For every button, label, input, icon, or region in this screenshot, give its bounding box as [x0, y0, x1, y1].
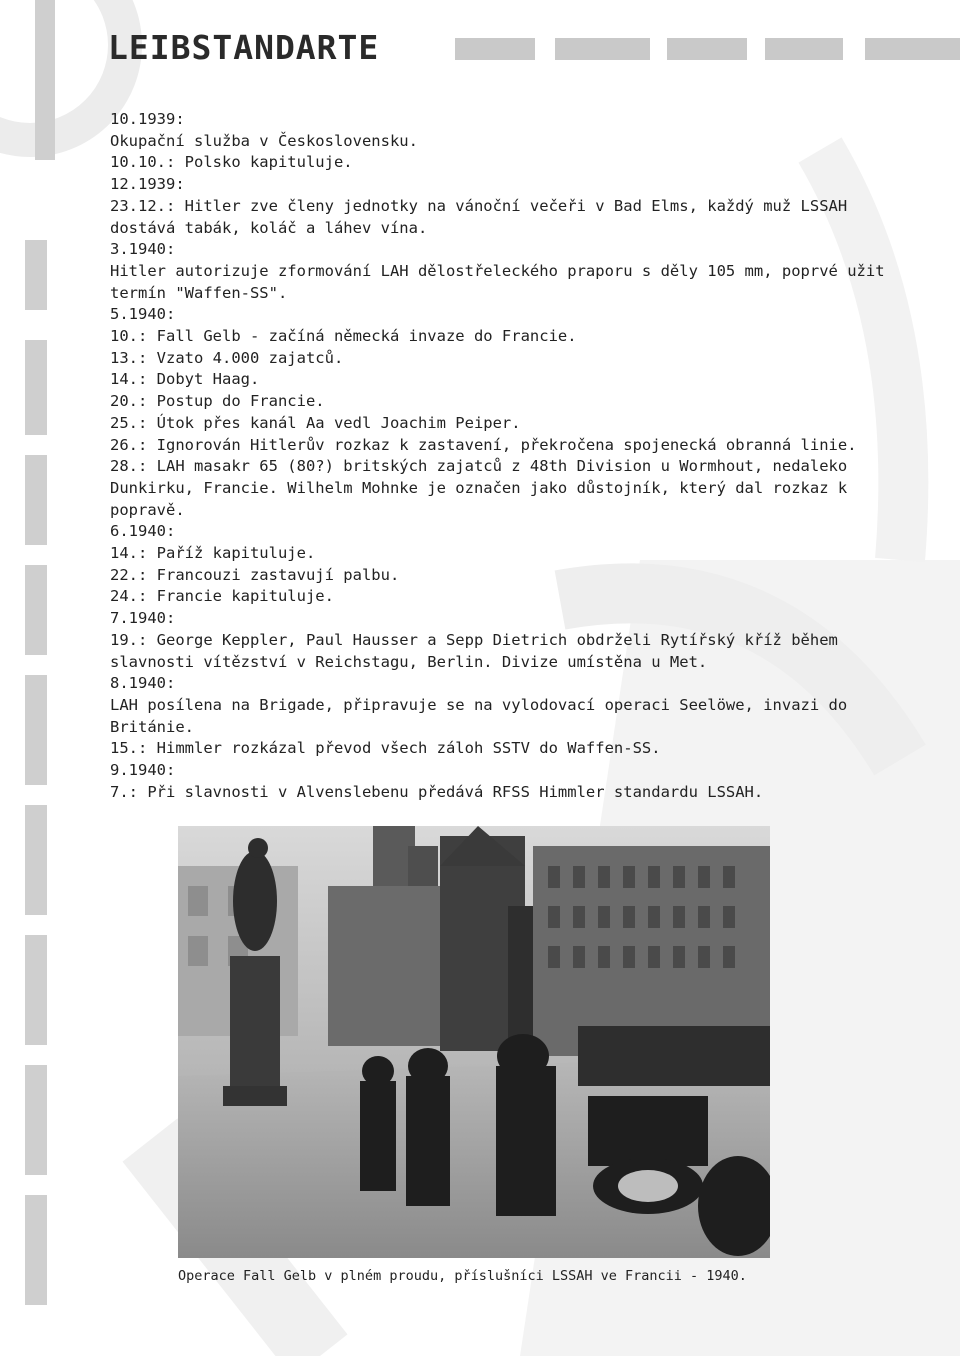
header-bar-5: [865, 38, 960, 60]
timeline-line: 3.1940:: [110, 240, 176, 259]
timeline-line: Hitler autorizuje zformování LAH dělostřeleckého praporu s děly 105 mm, poprvé užit termín "Waffen-SS".: [110, 261, 894, 302]
timeline-line: 5.1940:: [110, 305, 176, 324]
side-bar: [25, 675, 47, 785]
timeline-line: 10.10.: Polsko kapituluje.: [110, 153, 353, 172]
timeline-line: 14.: Dobyt Haag.: [110, 370, 260, 389]
timeline-line: LAH posílena na Brigade, připravuje se na vylodovací operaci Seelöwe, invazi do Británie.: [110, 695, 857, 736]
photo-illustration: [178, 826, 770, 1258]
side-bar: [25, 565, 47, 655]
side-bar: [25, 455, 47, 545]
timeline-line: 8.1940:: [110, 674, 176, 693]
side-bar: [25, 1195, 47, 1305]
timeline-line: 26.: Ignorován Hitlerův rozkaz k zastavení, překročena spojenecká obranná linie.: [110, 435, 857, 454]
timeline-line: 10.1939:: [110, 110, 185, 128]
timeline-line: 7.1940:: [110, 609, 176, 628]
timeline-line: 9.1940:: [110, 761, 176, 780]
timeline-line: 15.: Himmler rozkázal převod všech záloh SSTV do Waffen-SS.: [110, 739, 661, 758]
page-title: LEIBSTANDARTE: [108, 28, 380, 67]
side-bar: [25, 935, 47, 1045]
timeline-line: 22.: Francouzi zastavují palbu.: [110, 565, 400, 584]
header-bar-3: [667, 38, 747, 60]
timeline-line: 25.: Útok přes kanál Aa vedl Joachim Peiper.: [110, 413, 521, 432]
side-bar: [25, 240, 47, 310]
header-bar-2: [555, 38, 650, 60]
side-bar: [25, 1065, 47, 1175]
timeline-line: 14.: Paříž kapituluje.: [110, 544, 316, 563]
side-bar: [25, 340, 47, 435]
photo-caption: Operace Fall Gelb v plném proudu, příslušníci LSSAH ve Francii - 1940.: [178, 1268, 747, 1284]
timeline-text: [110, 109, 910, 804]
side-bar: [25, 805, 47, 915]
timeline-line: 23.12.: Hitler zve členy jednotky na vánoční večeři v Bad Elms, každý muž LSSAH dostává tabák, koláč a láhev vína.: [110, 196, 857, 237]
timeline-line: Okupační služba v Československu.: [110, 131, 418, 150]
timeline-line: 28.: LAH masakr 65 (80?) britských zajatců z 48th Division u Wormhout, nedaleko Dunkirku, Francie. Wilhelm Mohnke je označen jako důstojník, který dal rozkaz k popravě.: [110, 457, 857, 519]
timeline-line: 7.: Při slavnosti v Alvenslebenu předává RFSS Himmler standardu LSSAH.: [110, 782, 764, 801]
timeline-line: 24.: Francie kapituluje.: [110, 587, 334, 606]
timeline-line: 10.: Fall Gelb - začíná německá invaze do Francie.: [110, 327, 577, 346]
timeline-line: 13.: Vzato 4.000 zajatců.: [110, 348, 344, 367]
side-bar: [35, 0, 55, 160]
historical-photo: [178, 826, 770, 1258]
timeline-line: 20.: Postup do Francie.: [110, 392, 325, 411]
timeline-line: 12.1939:: [110, 175, 185, 194]
timeline-line: 6.1940:: [110, 522, 176, 541]
header-bar-4: [765, 38, 843, 60]
timeline-line: 19.: George Keppler, Paul Hausser a Sepp Dietrich obdrželi Rytířský kříž během slavnosti vítězství v Reichstagu, Berlin. Divize umístěna u Met.: [110, 630, 848, 671]
header-bar-1: [455, 38, 535, 60]
